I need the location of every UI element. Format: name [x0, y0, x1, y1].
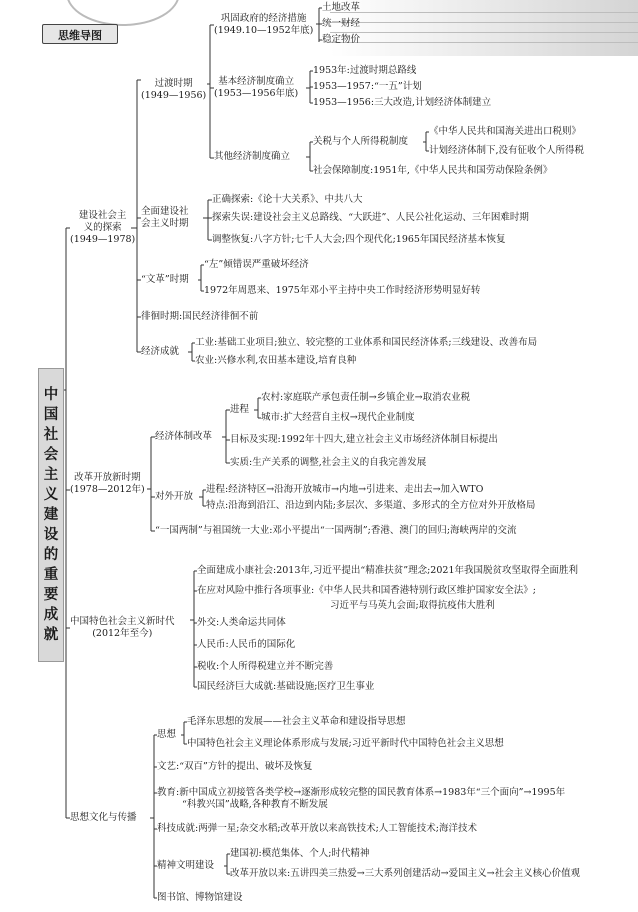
n1b-label: 全面建设社 会主义时期: [141, 206, 189, 229]
n1-label: 建设社会主 义的探索 (1949—1978): [70, 210, 136, 245]
n4-label: 思想文化与传播: [70, 812, 137, 823]
root-topic-box: [38, 368, 64, 662]
n1a3-label: 其他经济制度确立: [214, 151, 291, 162]
n3-item: 人民币:人民币的国际化: [197, 639, 296, 650]
n2-label: 改革开放新时期 (1978—2012年): [70, 472, 145, 495]
n2a-item: 实质:生产关系的调整,社会主义的自我完善发展: [230, 457, 427, 468]
n2a-item: 目标及实现:1992年十四大,建立社会主义市场经济体制目标提出: [230, 434, 498, 445]
n1b-item: 正确探索:《论十大关系》、中共八大: [212, 194, 363, 205]
n1e-label: 经济成就: [141, 346, 180, 357]
n1a2-label: 基本经济制度确立 (1953—1956年底): [214, 76, 299, 99]
n2b-label: 对外开放: [155, 491, 194, 502]
n4-item: “科教兴国”战略,各种教育不断发展: [182, 799, 328, 810]
n1a2-item: 1953—1956:三大改造,计划经济体制建立: [313, 97, 492, 108]
n4-item: 教育:新中国成立初接管各类学校→逐渐形成较完整的国民教育体系→1983年“三个面向”→1995年: [157, 787, 566, 798]
n1a3-social: 社会保障制度:1951年,《中华人民共和国劳动保险条例》: [313, 165, 553, 176]
n2a1-item: 农村:家庭联产承包责任制→乡镇企业→取消农业税: [261, 392, 471, 403]
n1d-label: 徘徊时期:国民经济徘徊不前: [141, 311, 259, 322]
n4a-label: 思想: [157, 729, 177, 740]
n1a1-label: 巩固政府的经济措施 (1949.10—1952年底): [214, 13, 314, 36]
n1a1-item: 土地改革: [322, 2, 361, 13]
n1a-label: 过渡时期 (1949—1956): [141, 78, 207, 101]
n1a2-item: 1953—1957:“一五”计划: [313, 81, 422, 92]
n1b-item: 探索失误:建设社会主义总路线、“大跃进”、人民公社化运动、三年困难时期: [212, 212, 529, 223]
n2c-label: “一国两制”与祖国统一大业:邓小平提出“一国两制”;香港、澳门的回归;海峡两岸的交流: [155, 525, 517, 536]
n1a1-item: 统一财经: [322, 18, 361, 29]
n3-label: 中国特色社会主义新时代 (2012年至今): [70, 616, 175, 639]
n2b-item: 特点:沿海到沿江、沿边到内陆;多层次、多渠道、多形式的全方位对外开放格局: [206, 500, 536, 511]
n4a-item: 毛泽东思想的发展——社会主义革命和建设指导思想: [187, 716, 406, 727]
n3-item: 习近平与马英九会面;取得抗疫伟大胜利: [330, 600, 495, 611]
n2b-item: 进程:经济特区→沿海开放城市→内地→引进来、走出去→加入WTO: [206, 484, 484, 495]
n4b-item: 改革开放以来:五讲四美三热爱→三大系列创建活动→爱国主义→社会主义核心价值观: [230, 868, 581, 879]
n1a1-item: 稳定物价: [322, 34, 361, 45]
n1c-item: “左”倾错误严重破坏经济: [204, 259, 309, 270]
n3-item: 税收:个人所得税建立并不断完善: [197, 661, 334, 672]
n4-item: 文艺:“双百”方针的提出、破坏及恢复: [157, 761, 313, 772]
n2a1-label: 进程: [230, 404, 250, 415]
n4-item: 科技成就:两弹一星;杂交水稻;改革开放以来高铁技术;人工智能技术;海洋技术: [157, 823, 478, 834]
n3-item: 国民经济巨大成就:基础设施;医疗卫生事业: [197, 681, 375, 692]
n3-item: 在应对风险中推行各项事业:《中华人民共和国香港特别行政区维护国家安全法》;: [197, 585, 536, 596]
n1e-item: 农业:兴修水利,农田基本建设,培育良种: [195, 355, 357, 366]
n4a-item: 中国特色社会主义理论体系形成与发展;习近平新时代中国特色社会主义思想: [187, 738, 504, 749]
header-label: 思维导图: [58, 29, 102, 42]
n1a2-item: 1953年:过渡时期总路线: [313, 65, 417, 76]
n2a-label: 经济体制改革: [155, 431, 213, 442]
n2a1-item: 城市:扩大经营自主权→现代企业制度: [261, 412, 415, 423]
root-topic: 中国社会主义建设的重要成就: [43, 387, 59, 643]
n4b-item: 建国初:模范集体、个人;时代精神: [230, 848, 370, 859]
n1c-item: 1972年周恩来、1975年邓小平主持中央工作时经济形势明显好转: [204, 285, 481, 296]
n3-item: 外交:人类命运共同体: [197, 617, 286, 628]
n1a3-sub-label: 关税与个人所得税制度: [313, 136, 409, 147]
n1e-item: 工业:基础工业项目;独立、较完整的工业体系和国民经济体系;三线建设、改善布局: [195, 337, 538, 348]
n1a3-sub-item: 《中华人民共和国海关进出口税则》: [429, 126, 582, 137]
n4b-label: 精神文明建设: [157, 860, 215, 871]
n1c-label: “文革”时期: [141, 274, 189, 285]
n4c-label: 图书馆、博物馆建设: [157, 892, 243, 903]
n3-item: 全面建成小康社会:2013年,习近平提出“精准扶贫”理念;2021年我国脱贫攻坚取得全面胜利: [197, 565, 578, 576]
n1a3-sub-item: 计划经济体制下,没有征收个人所得税: [429, 145, 585, 156]
n1b-item: 调整恢复:八字方针;七千人大会;四个现代化;1965年国民经济基本恢复: [212, 234, 506, 245]
